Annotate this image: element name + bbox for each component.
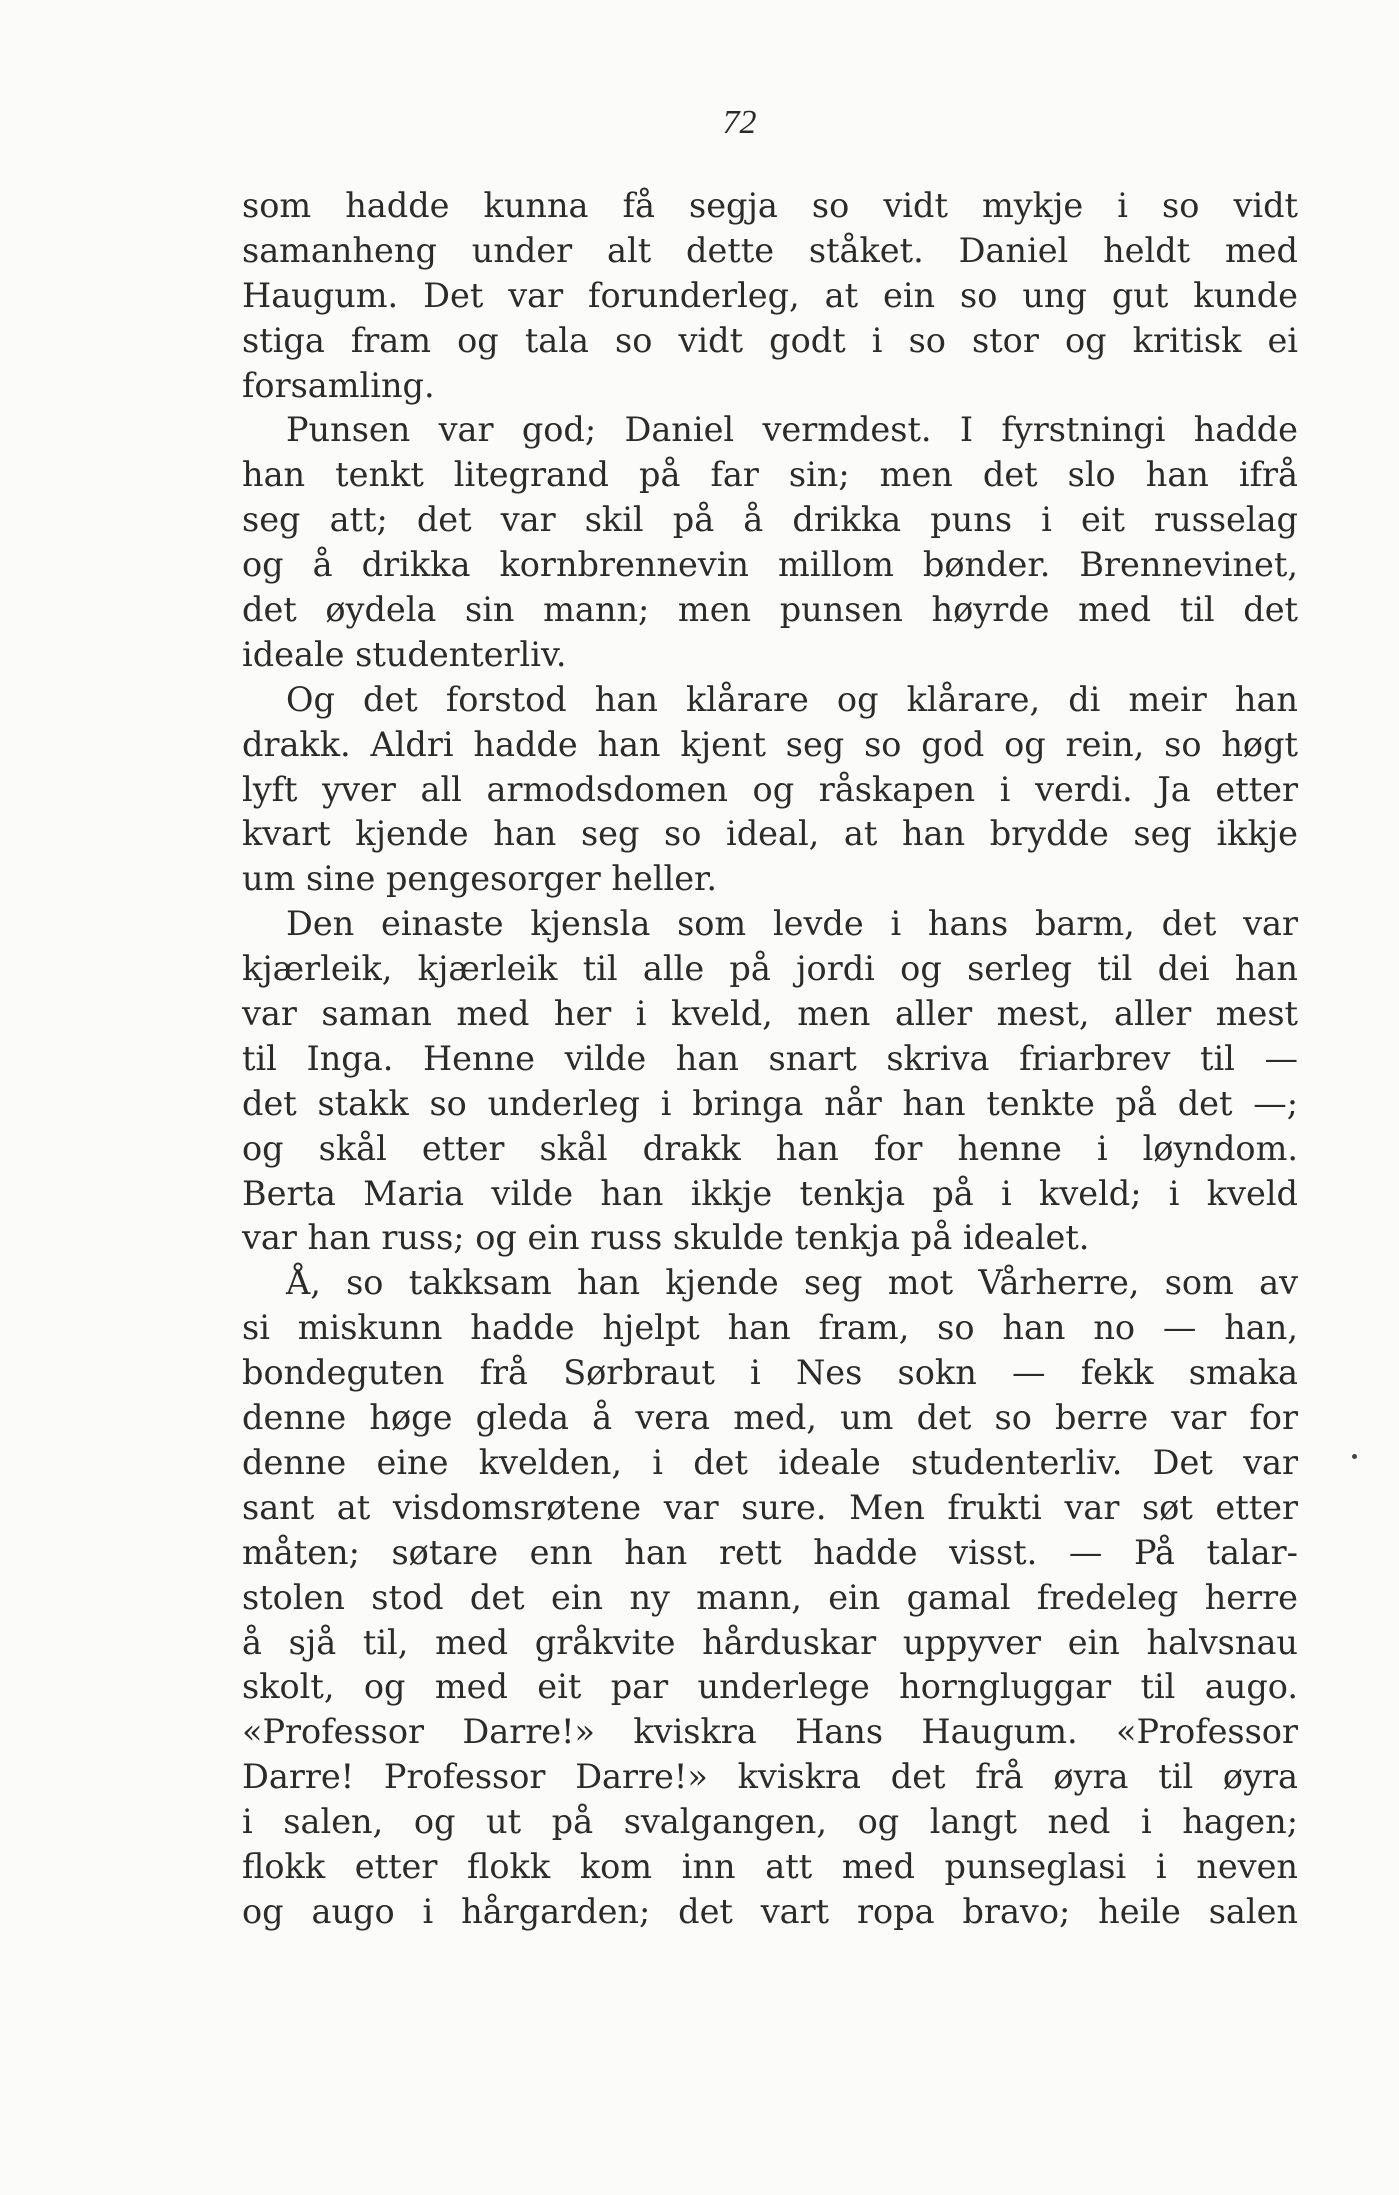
text-line: å sjå til, med gråkvite hårduskar uppyver ein halvsnau: [242, 1622, 1298, 1662]
text-line: bondeguten frå Sørbraut i Nes sokn — fekk smaka: [242, 1353, 1298, 1393]
text-line: seg att; det var skil på å drikka puns i eit russelag: [242, 500, 1298, 540]
text-line: Darre! Professor Darre!» kviskra det frå øyra til øyra: [242, 1757, 1298, 1797]
text-line: um sine pengesorger heller.: [242, 859, 718, 899]
text-line: stolen stod det ein ny mann, ein gamal fredeleg herre: [242, 1577, 1298, 1617]
text-line: kvart kjende han seg so ideal, at han brydde seg ikkje: [242, 814, 1298, 854]
text-line: si miskunn hadde hjelpt han fram, so han no — han,: [242, 1308, 1298, 1348]
text-line: denne høge gleda å vera med, um det so berre var for: [242, 1398, 1298, 1438]
text-line: skolt, og med eit par underlege horngluggar til augo.: [242, 1667, 1298, 1707]
text-line: Punsen var god; Daniel vermdest. I fyrstningi hadde: [286, 410, 1298, 450]
text-line: Berta Maria vilde han ikkje tenkja på i kveld; i kveld: [242, 1173, 1298, 1213]
text-line: flokk etter flokk kom inn att med punseglasi i neven: [242, 1846, 1298, 1886]
text-line: han tenkt litegrand på far sin; men det slo han ifrå: [242, 455, 1298, 495]
body-text: [242, 184, 1298, 1935]
text-line: forsamling.: [242, 365, 435, 405]
text-line: Å, so takksam han kjende seg mot Vårherre, som av: [286, 1263, 1298, 1303]
text-line: stiga fram og tala so vidt godt i so stor og kritisk ei: [242, 320, 1298, 360]
text-line: ideale studenterliv.: [242, 634, 567, 674]
text-line: denne eine kvelden, i det ideale studenterliv. Det var: [242, 1442, 1298, 1482]
text-line: samanheng under alt dette ståket. Daniel heldt med: [242, 230, 1298, 270]
text-line: og augo i hårgarden; det vart ropa bravo; heile salen: [242, 1891, 1298, 1931]
text-line: kjærleik, kjærleik til alle på jordi og serleg til dei han: [242, 949, 1298, 989]
text-line: Den einaste kjensla som levde i hans barm, det var: [286, 904, 1298, 944]
text-line: var han russ; og ein russ skulde tenkja på idealet.: [242, 1218, 1090, 1258]
text-line: Og det forstod han klårare og klårare, di meir han: [286, 679, 1298, 719]
text-line: og skål etter skål drakk han for henne i løyndom.: [242, 1128, 1298, 1168]
text-line: det stakk so underleg i bringa når han tenkte på det —;: [242, 1083, 1298, 1123]
text-line: det øydela sin mann; men punsen høyrde med til det: [242, 590, 1298, 630]
print-speck: [1352, 1454, 1357, 1459]
text-line: i salen, og ut på svalgangen, og langt ned i hagen;: [242, 1802, 1298, 1842]
text-line: måten; søtare enn han rett hadde visst. — På talar-: [242, 1532, 1298, 1572]
text-line: lyft yver all armodsdomen og råskapen i verdi. Ja etter: [242, 769, 1298, 809]
text-line: som hadde kunna få segja so vidt mykje i so vidt: [242, 186, 1298, 225]
text-line: og å drikka kornbrennevin millom bønder. Brennevinet,: [242, 545, 1298, 585]
page-number: 72: [722, 104, 757, 141]
text-line: var saman med her i kveld, men aller mest, aller mest: [242, 994, 1298, 1034]
text-line: «Professor Darre!» kviskra Hans Haugum. «Professor: [242, 1712, 1298, 1752]
text-line: drakk. Aldri hadde han kjent seg so god og rein, so høgt: [242, 724, 1298, 764]
text-line: Haugum. Det var forunderleg, at ein so ung gut kunde: [242, 275, 1298, 315]
text-line: sant at visdomsrøtene var sure. Men frukti var søt etter: [242, 1487, 1298, 1527]
text-line: til Inga. Henne vilde han snart skriva friarbrev til —: [242, 1038, 1298, 1078]
